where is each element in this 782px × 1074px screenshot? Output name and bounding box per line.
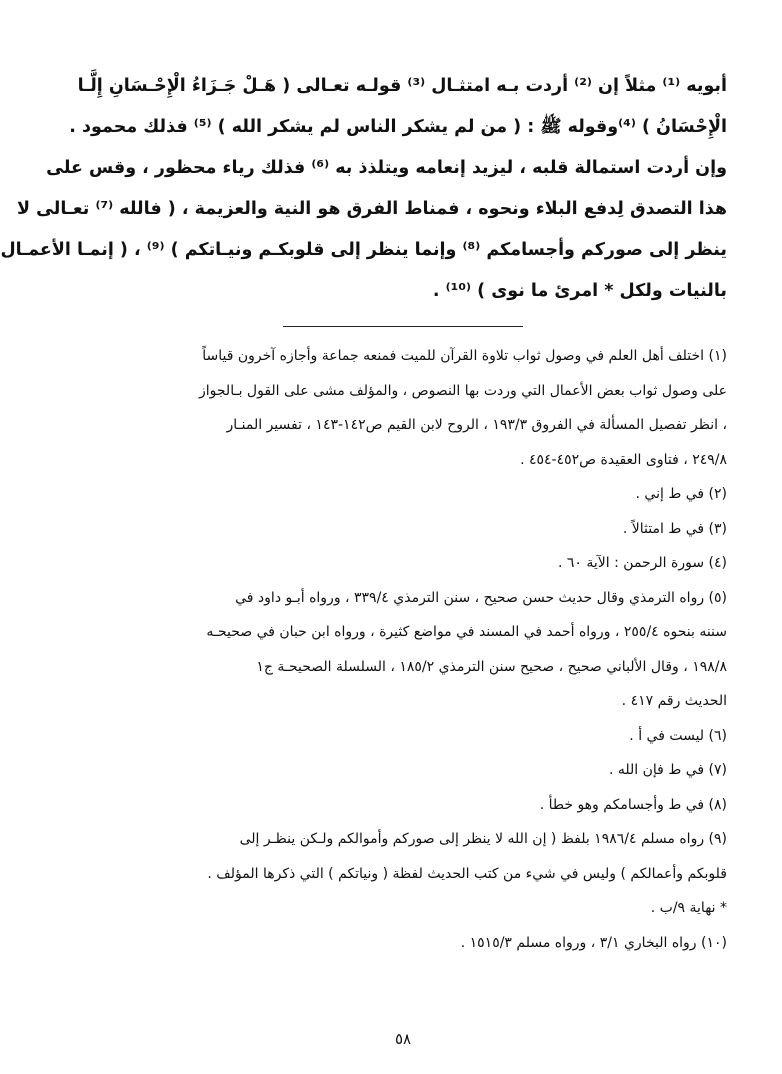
main-line: الْإِحْسَانُ ) ⁽⁴⁾وقوله ﷺ : ( من لم يشكر الناس لم يشكر الله ) ⁽⁵⁾ فذلك محمود .	[69, 117, 727, 137]
footnote-line: (٧) في ط فإن الله .	[608, 762, 727, 778]
footnote-6	[79, 719, 727, 754]
footnote-5	[79, 581, 727, 719]
main-body-text	[0, 66, 727, 312]
footnote-2	[79, 477, 727, 512]
footnote-4	[79, 546, 727, 581]
footnote-line: الحديث رقم ٤١٧ .	[621, 693, 727, 709]
footnote-8	[79, 788, 727, 823]
footnote-line: (٤) سورة الرحمن : الآية ٦٠ .	[557, 555, 727, 571]
footnote-line: سننه بنحوه ٢٥٥/٤ ، ورواه أحمد في المسند في مواضع كثيرة ، ورواه ابن حبان في صحيحـه	[206, 624, 727, 640]
footnote-line: ٢٤٩/٨ ، فتاوى العقيدة ص٤٥٢-٤٥٤ .	[520, 451, 727, 468]
footnote-line: على وصول ثواب بعض الأعمال التي وردت بها النصوص ، والمؤلف مشى على القول بـالجواز	[199, 382, 727, 399]
footnote-7	[79, 753, 727, 788]
footnote-line: (٨) في ط وأجسامكم وهو خطأ .	[539, 796, 727, 813]
main-line: وإن أردت استمالة قلبه ، ليزيد إنعامه ويتلذذ به ⁽⁶⁾ فذلك رياء محظور ، وقس على	[46, 158, 727, 178]
page-number: ٥٨	[394, 1030, 412, 1048]
footnote-line: قلوبكم وأعمالكم ) وليس في شيء من كتب الحديث لفظة ( ونياتكم ) التي ذكرها المؤلف .	[207, 865, 727, 882]
document-page	[0, 66, 727, 960]
footnote-line: ١٩٨/٨ ، وقال الألباني صحيح ، صحيح سنن الترمذي ١٨٥/٢ ، السلسلة الصحيحـة ج١	[256, 658, 727, 675]
footnote-10	[79, 926, 727, 961]
footnote-line: (٩) رواه مسلم ١٩٨٦/٤ بلفظ ( إن الله لا ينظر إلى صوركم وأموالكم ولـكن ينظـر إلى	[239, 831, 727, 847]
footnote-line: (٦) ليست في أ .	[629, 727, 727, 744]
footnotes-section	[79, 339, 727, 960]
main-line: أبويه ⁽¹⁾ مثلاً إن ⁽²⁾ أردت بـه امتثـال ⁽³⁾ قولـه تعـالى ( هَـلْ جَـزَاءُ الْإِحْـسَانِ إِلَّـا	[77, 76, 727, 96]
main-line: هذا التصدق لِدفع البلاء ونحوه ، فمناط الفرق هو النية والعزيمة ، ( فالله ⁽⁷⁾ تعـالى لا	[16, 199, 727, 219]
footnote-1	[79, 339, 727, 477]
footnote-line: (٣) في ط امتثالاً .	[622, 520, 727, 537]
main-line: ينظر إلى صوركم وأجسامكم ⁽⁸⁾ وإنما ينظر إلى قلوبكـم ونيـاتكم ) ⁽⁹⁾ ، ( إنمـا الأعمـال	[0, 240, 727, 260]
footnote-line: (٢) في ط إني .	[635, 486, 727, 502]
footnote-line: (١) اختلف أهل العلم في وصول ثواب تلاوة القرآن للميت فمنعه جماعة وأجازه آخرون قياساً	[202, 348, 727, 364]
footnote-line: ، انظر تفصيل المسألة في الفروق ١٩٣/٣ ، الروح لابن القيم ص١٤٢-١٤٣ ، تفسير المنـار	[226, 417, 727, 433]
main-line: بالنيات ولكل * امرئ ما نوى ) ⁽¹⁰⁾ .	[432, 281, 727, 301]
footnote-line: (٥) رواه الترمذي وقال حديث حسن صحيح ، سنن الترمذي ٣٣٩/٤ ، ورواه أبـو داود في	[235, 589, 727, 606]
footnote-9	[79, 822, 727, 891]
manuscript-marker-note	[79, 891, 727, 926]
footnote-3	[79, 512, 727, 547]
footnote-line: * نهاية ٩/ب .	[650, 900, 727, 916]
footnote-separator	[283, 326, 523, 327]
footnote-line: (١٠) رواه البخاري ٣/١ ، ورواه مسلم ١٥١٥/٣ .	[460, 934, 727, 951]
